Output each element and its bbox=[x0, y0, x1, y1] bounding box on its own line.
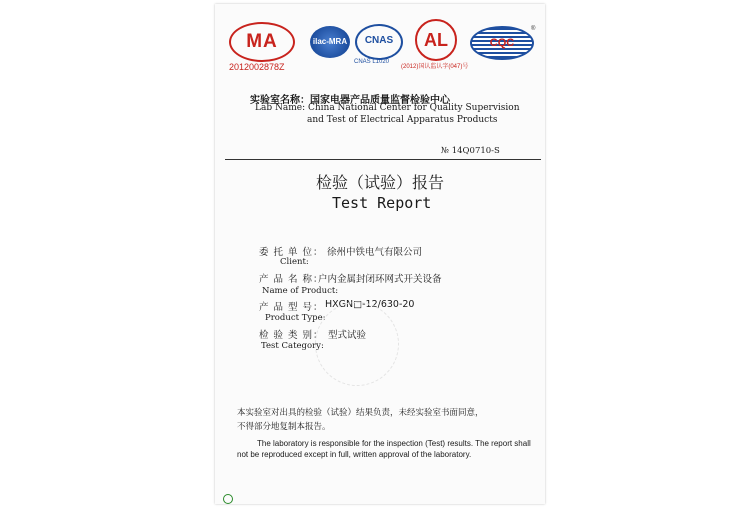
cma-logo bbox=[229, 22, 295, 62]
notice-chinese-line2: 不得部分地复制本报告。 bbox=[237, 422, 331, 432]
divider bbox=[225, 159, 541, 160]
notice-english-line1: The laboratory is responsible for the inspection (Test) results. The report shall bbox=[257, 439, 531, 448]
page-corner-mark bbox=[223, 494, 233, 504]
product-name-label-en: Name of Product: bbox=[262, 286, 339, 296]
al-logo bbox=[415, 19, 457, 61]
report-title-english: Test Report bbox=[332, 194, 432, 212]
cma-code: 2012002878Z bbox=[229, 62, 285, 72]
test-category-label-en: Test Category: bbox=[261, 341, 324, 351]
cnas-logo bbox=[355, 24, 403, 60]
lab-name-english-line2: and Test of Electrical Apparatus Products bbox=[307, 115, 498, 125]
product-type-label-cn: 产 品 型 号： bbox=[259, 302, 324, 313]
test-category-label-cn: 检 验 类 别： bbox=[259, 330, 324, 341]
cqc-logo-text: CQC bbox=[489, 37, 515, 49]
ilac-mra-logo bbox=[310, 26, 350, 58]
ilac-logo-text: ilac-MRA bbox=[312, 37, 348, 46]
cma-logo-text: MA bbox=[246, 31, 278, 52]
al-logo-text: AL bbox=[424, 30, 448, 50]
lab-name-english-line1: Lab Name: China National Center for Quality Supervision bbox=[255, 103, 520, 113]
cnas-number: CNAS L1020 bbox=[354, 59, 390, 65]
faint-seal-stamp bbox=[315, 302, 399, 386]
client-label-en: Client: bbox=[280, 257, 309, 267]
product-name-label-cn: 产 品 名 称： bbox=[259, 274, 324, 285]
product-name-value: 户内金属封闭环网式开关设备 bbox=[318, 274, 442, 285]
product-type-value: HXGN□-12/630-20 bbox=[325, 299, 415, 310]
al-authorization-number: (2012)国认监认字(047)号 bbox=[401, 64, 469, 70]
test-category-value: 型式试验 bbox=[328, 330, 367, 341]
cnas-logo-text: CNAS bbox=[364, 35, 394, 46]
client-label-cn: 委 托 单 位： bbox=[259, 247, 324, 258]
report-cover-page bbox=[215, 4, 545, 504]
report-number: № 14Q0710-S bbox=[441, 146, 500, 156]
registered-mark: ® bbox=[531, 26, 536, 32]
lab-name-chinese: 实验室名称：国家电器产品质量监督检验中心 bbox=[250, 95, 450, 106]
notice-chinese-line1: 本实验室对出具的检验（试验）结果负责，未经实验室书面同意， bbox=[237, 408, 484, 418]
report-title-chinese: 检验（试验）报告 bbox=[316, 173, 445, 192]
cqc-logo bbox=[470, 26, 534, 60]
client-value: 徐州中铁电气有限公司 bbox=[327, 247, 423, 258]
notice-english-line2: not be reproduced except in full, written approval of the laboratory. bbox=[237, 450, 472, 459]
product-type-label-en: Product Type: bbox=[265, 313, 326, 323]
